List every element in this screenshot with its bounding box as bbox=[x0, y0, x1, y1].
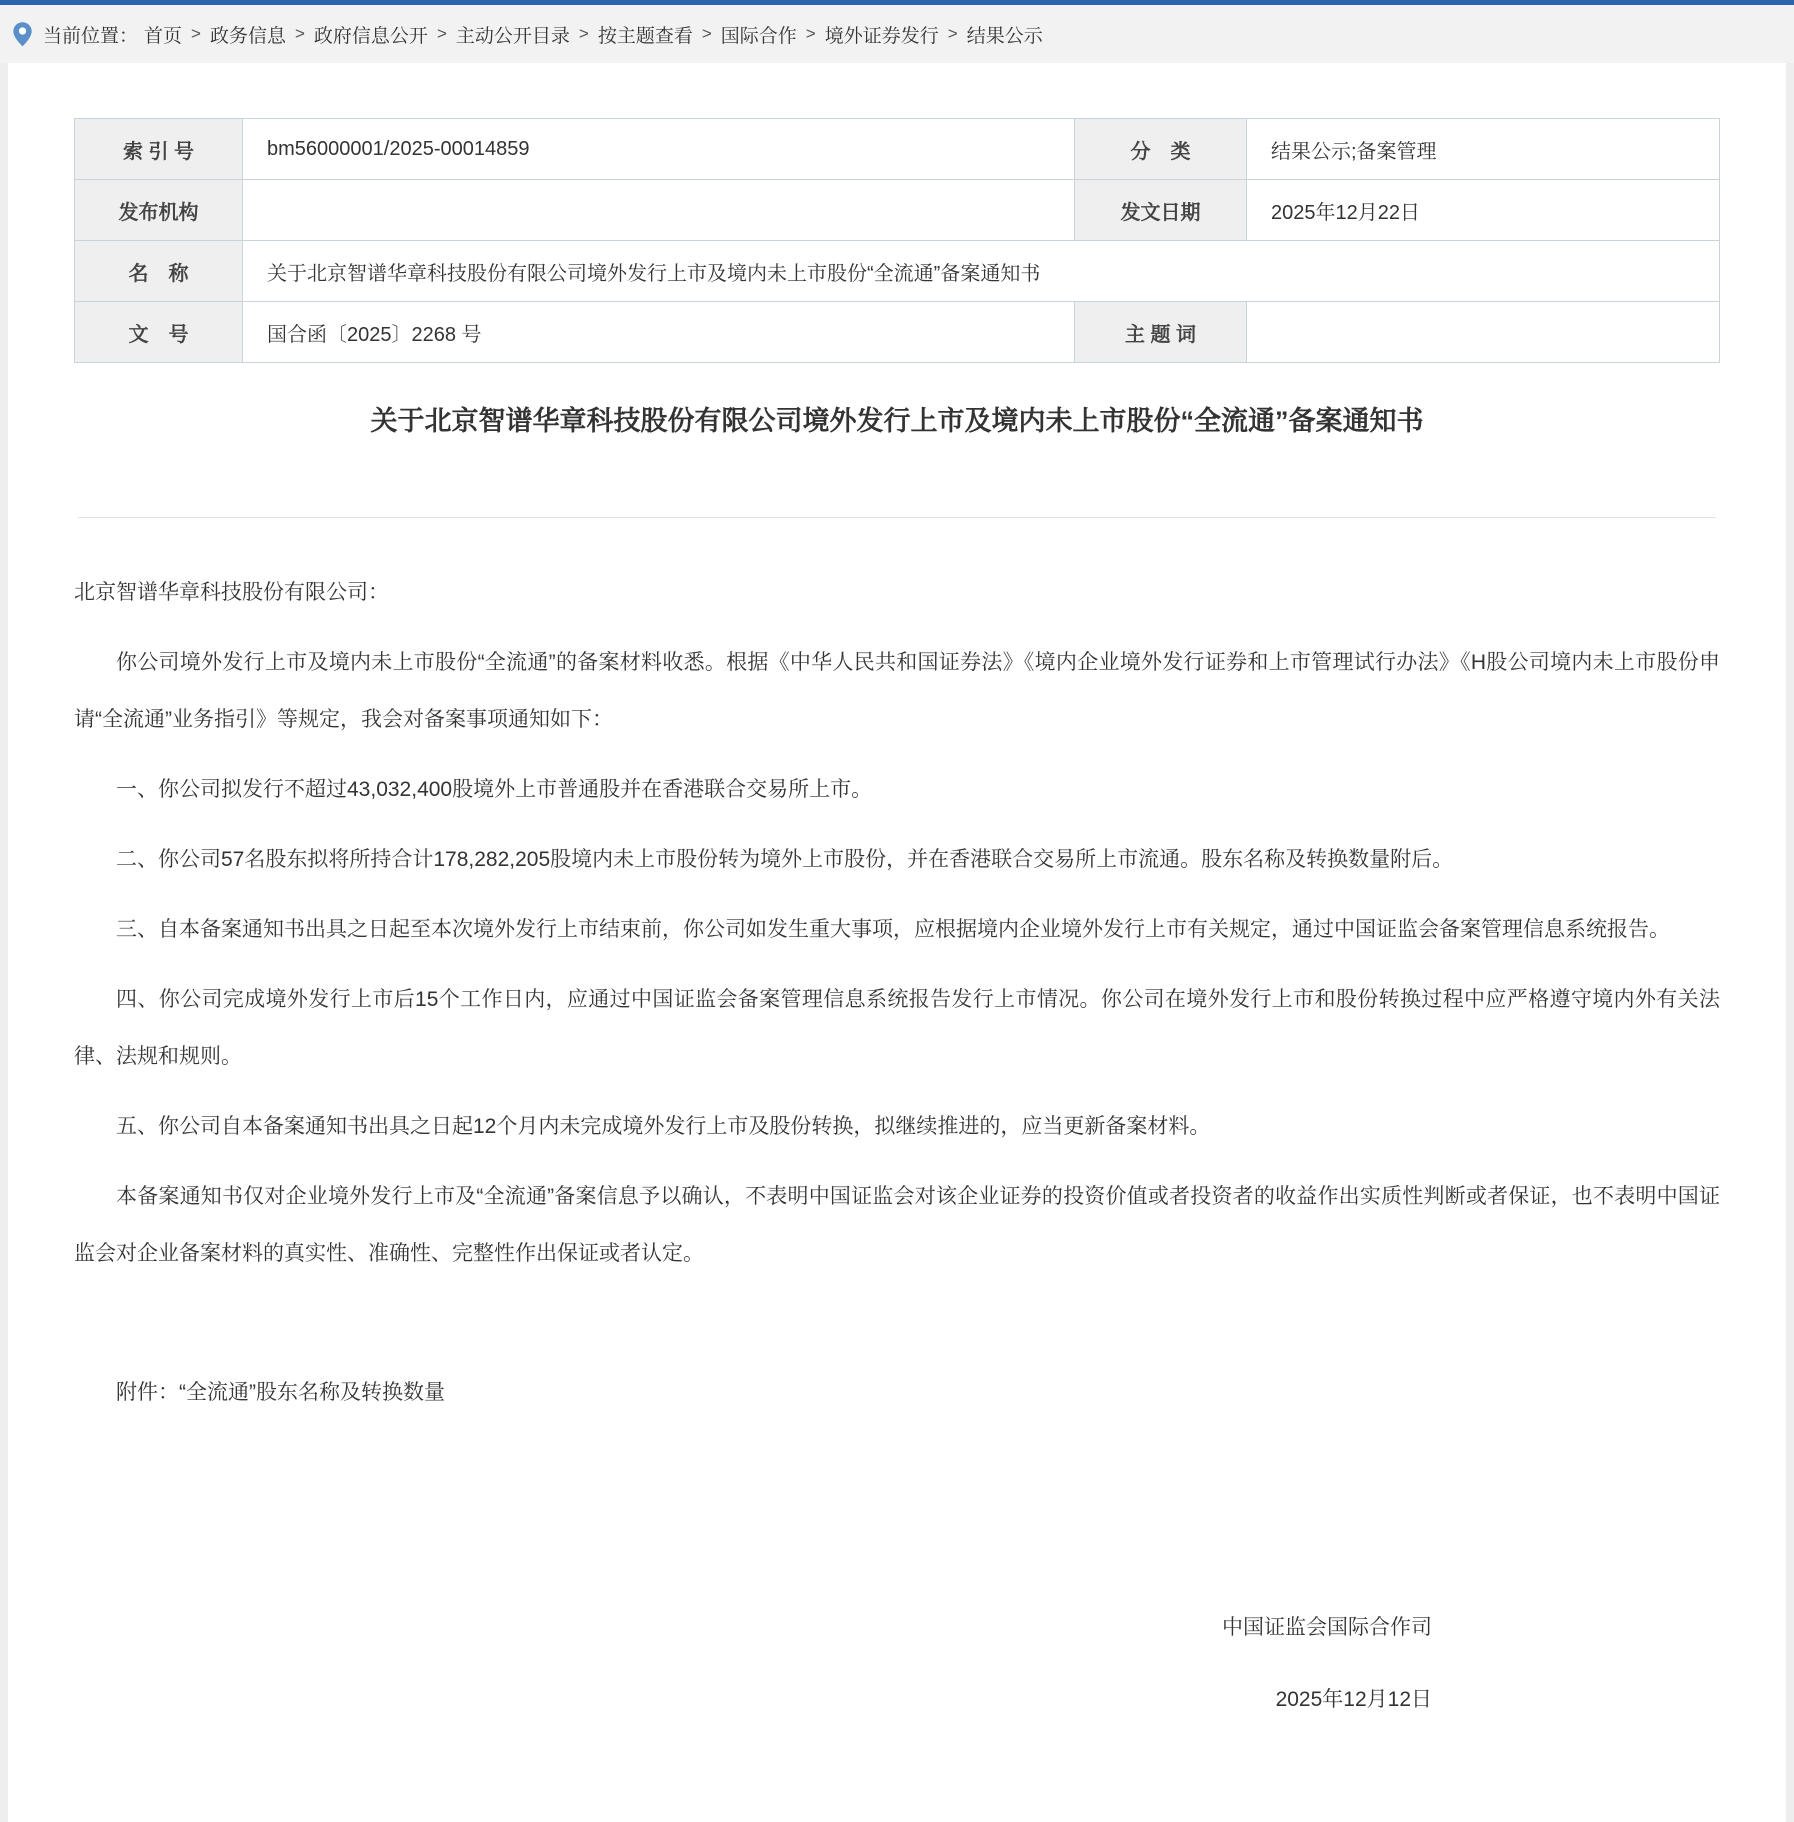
attachment-line: 附件：“全流通”股东名称及转换数量 bbox=[116, 1381, 445, 1404]
metadata-table bbox=[74, 118, 1720, 363]
table-row bbox=[75, 241, 1720, 302]
publish-date-label: 发文日期 bbox=[1075, 180, 1247, 241]
breadcrumb-link-1[interactable]: 首页 bbox=[144, 25, 183, 47]
table-row bbox=[75, 180, 1720, 241]
sign-date: 2025年12月12日 bbox=[1275, 1688, 1432, 1711]
salutation: 北京智谱华章科技股份有限公司： bbox=[74, 581, 389, 604]
docno-value: 国合函〔2025〕2268 号 bbox=[243, 302, 1075, 363]
signer-name: 中国证监会国际合作司 bbox=[1222, 1616, 1432, 1639]
breadcrumb-separator: > bbox=[578, 24, 589, 43]
name-value: 关于北京智谱华章科技股份有限公司境外发行上市及境内未上市股份“全流通”备案通知书 bbox=[243, 241, 1720, 302]
signature-block bbox=[74, 1613, 1720, 1715]
breadcrumb-separator: > bbox=[805, 24, 816, 43]
breadcrumb-link-7[interactable]: 境外证券发行 bbox=[824, 25, 939, 47]
breadcrumb-link-4[interactable]: 主动公开目录 bbox=[455, 25, 570, 47]
category-value: 结果公示;备案管理 bbox=[1247, 119, 1720, 180]
breadcrumb-link-8[interactable]: 结果公示 bbox=[966, 25, 1043, 47]
document-body bbox=[74, 564, 1720, 1282]
body-paragraph: 四、你公司完成境外发行上市后15个工作日内，应通过中国证监会备案管理信息系统报告发行上市情况。你公司在境外发行上市和股份转换过程中应严格遵守境内外有关法律、法规和规则。 bbox=[74, 988, 1720, 1068]
breadcrumb-link-2[interactable]: 政务信息 bbox=[209, 25, 286, 47]
title-divider bbox=[78, 517, 1716, 518]
agency-value bbox=[243, 180, 1075, 241]
index-value: bm56000001/2025-00014859 bbox=[243, 119, 1075, 180]
breadcrumb bbox=[0, 5, 1794, 63]
breadcrumb-separator: > bbox=[294, 24, 305, 43]
index-label: 索 引 号 bbox=[75, 119, 243, 180]
body-paragraph: 你公司境外发行上市及境内未上市股份“全流通”的备案材料收悉。根据《中华人民共和国证券法》《境内企业境外发行证券和上市管理试行办法》《H股公司境内未上市股份申请“全流通”业务指引》等规定，我会对备案事项通知如下： bbox=[74, 651, 1720, 731]
body-paragraph: 五、你公司自本备案通知书出具之日起12个月内未完成境外发行上市及股份转换，拟继续推进的，应当更新备案材料。 bbox=[116, 1115, 1211, 1138]
breadcrumb-link-5[interactable]: 按主题查看 bbox=[597, 25, 693, 47]
breadcrumb-separator: > bbox=[191, 24, 201, 43]
docno-label: 文 号 bbox=[75, 302, 243, 363]
keywords-value bbox=[1247, 302, 1720, 363]
name-label: 名 称 bbox=[75, 241, 243, 302]
category-label: 分 类 bbox=[1075, 119, 1247, 180]
breadcrumb-separator: > bbox=[436, 24, 447, 43]
table-row bbox=[75, 302, 1720, 363]
content-card bbox=[8, 63, 1786, 1822]
page-title: 关于北京智谱华章科技股份有限公司境外发行上市及境内未上市股份“全流通”备案通知书 bbox=[370, 406, 1424, 436]
breadcrumb-separator: > bbox=[701, 24, 712, 43]
body-paragraph: 一、你公司拟发行不超过43,032,400股境外上市普通股并在香港联合交易所上市。 bbox=[116, 778, 873, 801]
keywords-label: 主 题 词 bbox=[1075, 302, 1247, 363]
body-paragraph: 三、自本备案通知书出具之日起至本次境外发行上市结束前，你公司如发生重大事项，应根据境内企业境外发行上市有关规定，通过中国证监会备案管理信息系统报告。 bbox=[116, 918, 1670, 941]
breadcrumb-link-6[interactable]: 国际合作 bbox=[720, 25, 797, 47]
breadcrumb-location-label: 当前位置： bbox=[43, 25, 139, 47]
breadcrumb-link-3[interactable]: 政府信息公开 bbox=[313, 25, 428, 47]
location-pin-icon bbox=[12, 21, 33, 48]
breadcrumb-separator: > bbox=[947, 24, 958, 43]
body-paragraph: 二、你公司57名股东拟将所持合计178,282,205股境内未上市股份转为境外上市股份，并在香港联合交易所上市流通。股东名称及转换数量附后。 bbox=[116, 848, 1454, 871]
table-row bbox=[75, 119, 1720, 180]
agency-label: 发布机构 bbox=[75, 180, 243, 241]
body-paragraph: 本备案通知书仅对企业境外发行上市及“全流通”备案信息予以确认，不表明中国证监会对该企业证券的投资价值或者投资者的收益作出实质性判断或者保证，也不表明中国证监会对企业备案材料的真实性、准确性、完整性作出保证或者认定。 bbox=[74, 1185, 1720, 1265]
publish-date-value: 2025年12月22日 bbox=[1247, 180, 1720, 241]
breadcrumb-items bbox=[43, 21, 1043, 48]
